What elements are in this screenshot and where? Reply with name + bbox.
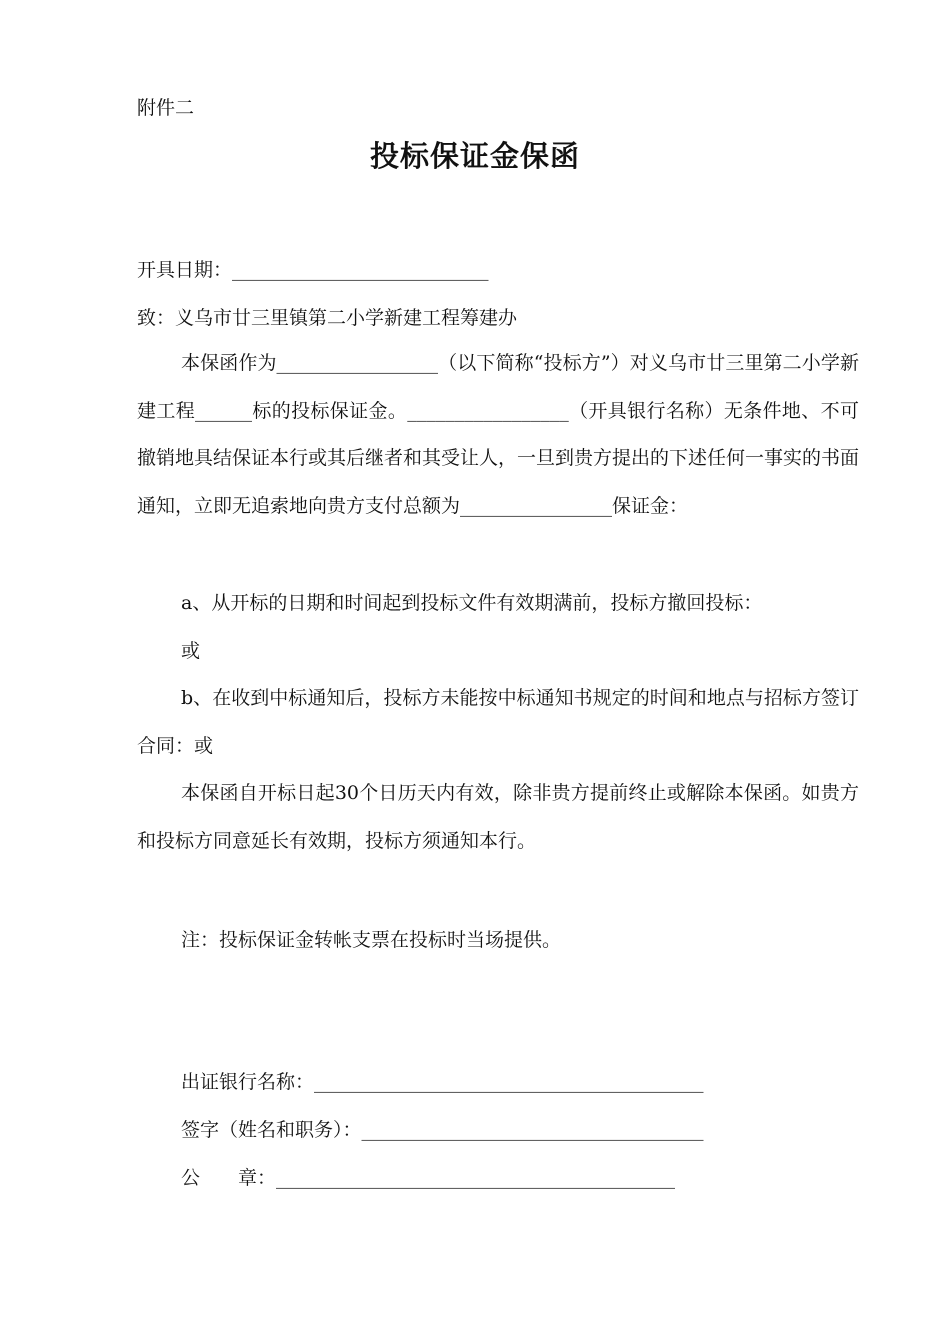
- issue-date-field: 开具日期：___________________________: [137, 259, 489, 281]
- body-paragraph: 本保函作为_________________（以下简称“投标方”）对义乌市廿三里第二小学新建工程______标的投标保证金。_________________（开具银行名称）无条件地、不可撤销地具结保证本行或其后继者和其受让人，一旦到贵方提出的下述任何一事实的书面通知，立即无追索地向贵方支付总额为________________保证金：: [137, 352, 860, 517]
- document-title: 投标保证金保函: [369, 139, 580, 173]
- condition-a: a、从开标的日期和时间起到投标文件有效期满前，投标方撤回投标：: [181, 592, 763, 614]
- addressee-line: 致：义乌市廿三里镇第二小学新建工程筹建办: [137, 307, 518, 329]
- signature-field: 签字（姓名和职务）：____________________________________: [181, 1119, 704, 1141]
- condition-b: b、在收到中标通知后，投标方未能按中标通知书规定的时间和地点与招标方签订合同：或: [137, 687, 859, 757]
- bank-name-field: 出证银行名称：_________________________________________: [181, 1071, 704, 1093]
- or-text: 或: [181, 640, 201, 662]
- attachment-label: 附件二: [137, 97, 195, 119]
- validity-paragraph: 本保函自开标日起30个日历天内有效，除非贵方提前终止或解除本保函。如贵方和投标方同意延长有效期，投标方须通知本行。: [137, 782, 859, 852]
- seal-field: 公 章：__________________________________________: [181, 1167, 676, 1189]
- note-line: 注：投标保证金转帐支票在投标时当场提供。: [181, 929, 562, 951]
